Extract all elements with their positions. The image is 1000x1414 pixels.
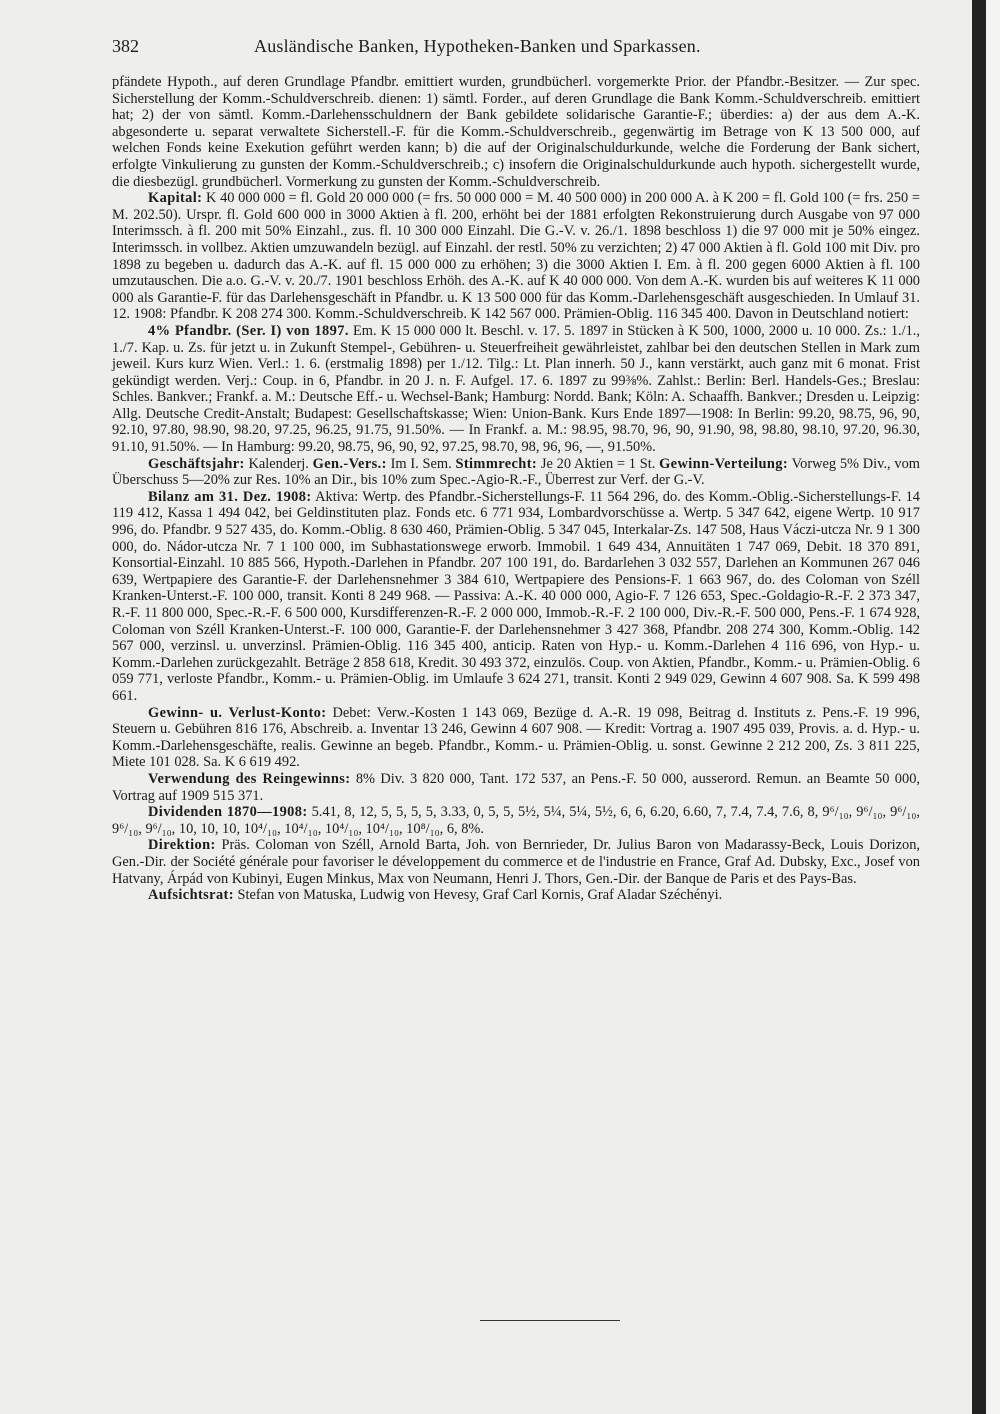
page-header bbox=[112, 36, 920, 62]
bilanz-text: Aktiva: Wertp. des Pfandbr.-Sicherstellungs-F. 11 564 296, do. des Komm.-Oblig.-Sicherstellungs-F. 14 119 412, Kassa 1 494 042, bei Geldinstituten plaz. Fonds etc. 6 771 934, Lombardvorschüsse a. Wertp. 5 347 642, eigene Wertp. 10 917 996, do. Pfandbr. 9 527 435, do. Komm.-Oblig. 8 630 460, Prämien-Oblig. 5 347 045, Interkalar-Zs. 147 508, Haus Váczi-utcza Nr. 9 1 300 000, do. Nádor-utcza Nr. 7 1 100 000, im Subhastationswege erworb. Immobil. 1 649 434, Annuitäten 1 747 069, Debit. 18 370 891, Konsortial-Einzahl. 10 885 566, Hypoth.-Darlehen in Pfandbr. 207 100 191, do. Bardarlehen 3 032 557, Darlehen an Kommunen 267 046 639, Wertpapiere des Garantie-F. der Darlehensnehmer 3 384 610, Wertpapiere des Pensions-F. 1 663 967, do. des Coloman von Széll Kranken-Unterst.-F. 100 000, transit. Konti 8 249 968. — Passiva: A.-K. 40 000 000, Agio-F. 7 126 653, Spec.-Goldagio-R.-F. 2 373 347, R.-F. 11 800 000, Spec.-R.-F. 6 500 000, Kursdifferenzen-R.-F. 2 000 000, Immob.-R.-F. 2 100 000, Div.-R.-F. 500 000, Pens.-F. 1 674 928, Coloman von Széll Kranken-Unterst.-F. 100 000, Garantie-F. der Darlehensnehmer 3 427 368, Pfandbr. 208 274 300, Komm.-Oblig. 142 567 000, verzinsl. u. unverzinsl. Prämien-Oblig. 116 345 400, anticip. Raten von Hyp.- u. Komm.-Darlehen 4 116 696, von Hyp.- u. Komm.-Darlehen zurückgezahlt. Beträge 2 858 618, Kredit. 30 493 372, einzulös. Coup. von Aktien, Pfandbr., Komm.- u. Prämien-Oblig. 6 059 771, verloste Pfandbr., Komm.- u. Prämien-Oblig. im Umlaufe 3 624 271, transit. Konti 2 949 029, Gewinn 4 607 908. Sa. K 599 498 661. bbox=[112, 488, 921, 704]
running-title: Ausländische Banken, Hypotheken-Banken und Sparkassen. bbox=[254, 36, 701, 56]
aufsichtsrat-label: Aufsichtsrat: bbox=[148, 887, 234, 904]
page-edge-margin bbox=[986, 0, 1000, 1414]
verwendung-text: 8% Div. 3 820 000, Tant. 172 537, an Pens.-F. 50 000, ausserord. Remun. an Beamte 50 000, Vortrag auf 1909 515 371. bbox=[112, 770, 920, 804]
pfandbr-label: 4% Pfandbr. (Ser. I) von 1897. bbox=[148, 322, 349, 339]
gesch-label: Geschäftsjahr: bbox=[148, 455, 245, 472]
body-text bbox=[112, 74, 920, 904]
gewinnvert-text: Vorweg 5% Div., vom Überschuss 5—20% zur Res. 10% an Dir., bis 10% zum Spec.-Agio-R.-F., Überrest zur Verf. der G.-V. bbox=[112, 455, 920, 489]
paragraph-gewinn-verlust bbox=[112, 705, 920, 771]
paragraph-pfandbriefe bbox=[112, 323, 920, 456]
paragraph-kapital bbox=[112, 190, 920, 323]
direktion-text: Präs. Coloman von Széll, Arnold Barta, Joh. von Bernrieder, Dr. Julius Baron von Madarassy-Beck, Louis Dorizon, Gen.-Dir. der Société générale pour favoriser le développement du commerce et de l'industrie en France, Graf Ad. Dubsky, Exc., Josef von Hatvany, Árpád von Kubinyi, Eugen Minkus, Max von Neumann, Henri J. Thors, Gen.-Dir. der Banque de Paris et des Pays-Bas. bbox=[112, 837, 920, 887]
aufsichtsrat-text: Stefan von Matuska, Ludwig von Hevesy, Graf Carl Kornis, Graf Aladar Széchényi. bbox=[237, 887, 723, 904]
gewinnvert-label: Gewinn-Verteilung: bbox=[659, 455, 789, 472]
paragraph-aufsichtsrat bbox=[112, 887, 920, 904]
paragraph-verwendung bbox=[112, 771, 920, 804]
paragraph-bilanz bbox=[112, 489, 920, 705]
page-number: 382 bbox=[112, 36, 139, 56]
end-rule bbox=[480, 1320, 620, 1321]
direktion-label: Direktion: bbox=[148, 837, 216, 854]
dividenden-label: Dividenden 1870—1908: bbox=[148, 804, 308, 821]
bilanz-label: Bilanz am 31. Dez. 1908: bbox=[148, 488, 312, 505]
guv-text: Debet: Verw.-Kosten 1 143 069, Bezüge d. A.-R. 19 098, Beitrag d. Instituts z. Pens.-F. 19 996, Steuern u. Gebühren 816 176, Abschreib. a. Inventar 13 246, Gewinn 4 607 908. — Kredit: Vortrag a. 1907 495 039, Provis. a. d. Hyp.- u. Komm.-Darlehensgeschäfte, realis. Gewinne an begeb. Pfandbr., Komm.- u. Prämien-Oblig. u. sonst. Gewinne 2 212 200, Zs. 3 811 225, Miete 101 028. Sa. K 6 619 492. bbox=[112, 704, 921, 771]
stimmrecht-text: Je 20 Aktien = 1 St. bbox=[540, 455, 656, 472]
paragraph-direktion bbox=[112, 837, 920, 887]
paragraph-dividenden bbox=[112, 804, 920, 837]
paragraph-geschaeftsjahr bbox=[112, 456, 920, 489]
kapital-label: Kapital: bbox=[148, 190, 203, 207]
dividenden-text: 5.41, 8, 12, 5, 5, 5, 5, 3.33, 0, 5, 5, 5½, 5¼, 5¼, 5½, 6, 6, 6.20, 6.60, 7, 7.4, 7.4, 7.6, 8, 9⁶/₁₀, 9⁶/₁₀, 9⁶/₁₀, 9⁶/₁₀, 9⁶/₁₀, 10, 10, 10, 10⁴/₁₀, 10⁴/₁₀, 10⁴/₁₀, 10⁴/₁₀, 10⁸/₁₀, 6, 8%. bbox=[112, 804, 920, 837]
stimmrecht-label: Stimmrecht: bbox=[455, 455, 538, 472]
genvers-text: Im I. Sem. bbox=[390, 455, 452, 472]
page-edge-shadow bbox=[972, 0, 986, 1414]
verwendung-label: Verwendung des Reingewinns: bbox=[148, 770, 351, 787]
gesch-text: Kalenderj. bbox=[248, 455, 309, 472]
guv-label: Gewinn- u. Verlust-Konto: bbox=[148, 704, 327, 721]
genvers-label: Gen.-Vers.: bbox=[312, 455, 387, 472]
pfandbr-text: Em. K 15 000 000 lt. Beschl. v. 17. 5. 1897 in Stücken à K 500, 1000, 2000 u. 10 000. Zs.: 1./1., 1./7. Kap. u. Zs. für jetzt u. in Zukunft Stempel-, Gebühren- u. Steuerfreiheit gewährleistet, zahlbar bei den deutschen Stellen in Mark zum jeweil. Kurs kurz Wien. Verl.: 1. 6. (erstmalig 1898) per 1./12. Tilg.: Lt. Plan innerh. 50 J., kann verstärkt, auch ganz mit 6 monat. Frist gekündigt werden. Verj.: Coup. in 6, Pfandbr. in 20 J. n. F. Aufgel. 17. 6. 1897 zu 99⅜%. Zahlst.: Berlin: Berl. Handels-Ges.; Breslau: Schles. Bankver.; Frankf. a. M.: Deutsche Eff.- u. Wechsel-Bank; Hamburg: Nordd. Bank; Köln: A. Schaaffh. Bankver.; Dresden u. Leipzig: Allg. Deutsche Credit-Anstalt; Budapest: Gesellschaftskasse; Wien: Union-Bank. Kurs Ende 1897—1908: In Berlin: 99.20, 98.75, 96, 90, 92.10, 97.80, 98.90, 98.20, 97.25, 96.25, 91.75, 91.50%. — In Frankf. a. M.: 98.95, 98.70, 96, 90, 91.90, 98, 98.80, 98.10, 97.20, 96.30, 91.10, 91.50%. — In Hamburg: 99.20, 98.75, 96, 90, 92, 97.25, 98.70, 98, 96, 96, —, 91.50%. bbox=[112, 322, 920, 456]
paragraph-security: pfändete Hypoth., auf deren Grundlage Pfandbr. emittiert wurden, grundbücherl. vorgemerkte Prior. der Pfandbr.-Besitzer. — Zur spec. Sicherstellung der Komm.-Schuldverschreib. dienen: 1) sämtl. Forder., auf deren Grundlage die Bank Komm.-Schuldverschreib. emittiert hat; 2) der von sämtl. Komm.-Darlehensschuldnern der Bank gebildete solidarische Garantie-F.; überdies: a) der aus dem A.-K. abgesonderte u. separat verwaltete Sicherstell.-F. für die Komm.-Schuldverschreib., gegenwärtig im Betrage von K 13 500 000, auf welchen Fonds keine Exekution geführt werden kann; b) die auf der Originalschuldurkunde, welche die Forderung der Bank sichert, erfolgte Vinkulierung zu gunsten der Komm.-Schuldverschreib.; c) insofern die Originalschuldurkunde auch hypoth. sichergestellt wurde, die diesbezügl. grundbücherl. Vormerkung zu gunsten der Komm.-Schuldverschreib. bbox=[112, 74, 920, 190]
kapital-text: K 40 000 000 = fl. Gold 20 000 000 (= frs. 50 000 000 = M. 40 500 000) in 200 000 A. à K 200 = fl. Gold 100 (= frs. 250 = M. 202.50). Urspr. fl. Gold 600 000 in 3000 Aktien à fl. 200, erhöht bei der 1881 erfolgten Rekonstruierung durch Ausgabe von 97 000 Interimssch. à fl. 200 mit 50% Einzahl., zus. fl. 10 300 000 Einzahl. Die G.-V. v. 26./1. 1898 beschloss 1) die 97 000 mit je 50% eingez. Interimssch. in vollbez. Aktien umzuwandeln bezügl. auf Einzahl. der restl. 50% zu verzichten; 2) 47 000 Aktien à fl. Gold 100 mit Div. pro 1898 zu begeben u. dadurch das A.-K. auf fl. 15 000 000 zu erhöhen; 3) die 3000 Aktien I. Em. à fl. 200 gegen 6000 Aktien à fl. 100 umzutauschen. Die a.o. G.-V. v. 20./7. 1901 beschloss Erhöh. des A.-K. auf K 40 000 000. Von dem A.-K. wurden bis auf weiteres K 11 000 000 als Garantie-F. für das Darlehensgeschäft in Pfandbr. u. K 13 500 000 für das Komm.-Darlehensgeschäft ausgeschieden. In Umlauf 31. 12. 1908: Pfandbr. K 208 274 300. Komm.-Schuldverschreib. K 142 567 000. Prämien-Oblig. 116 345 400. Davon in Deutschland notiert: bbox=[112, 190, 920, 323]
